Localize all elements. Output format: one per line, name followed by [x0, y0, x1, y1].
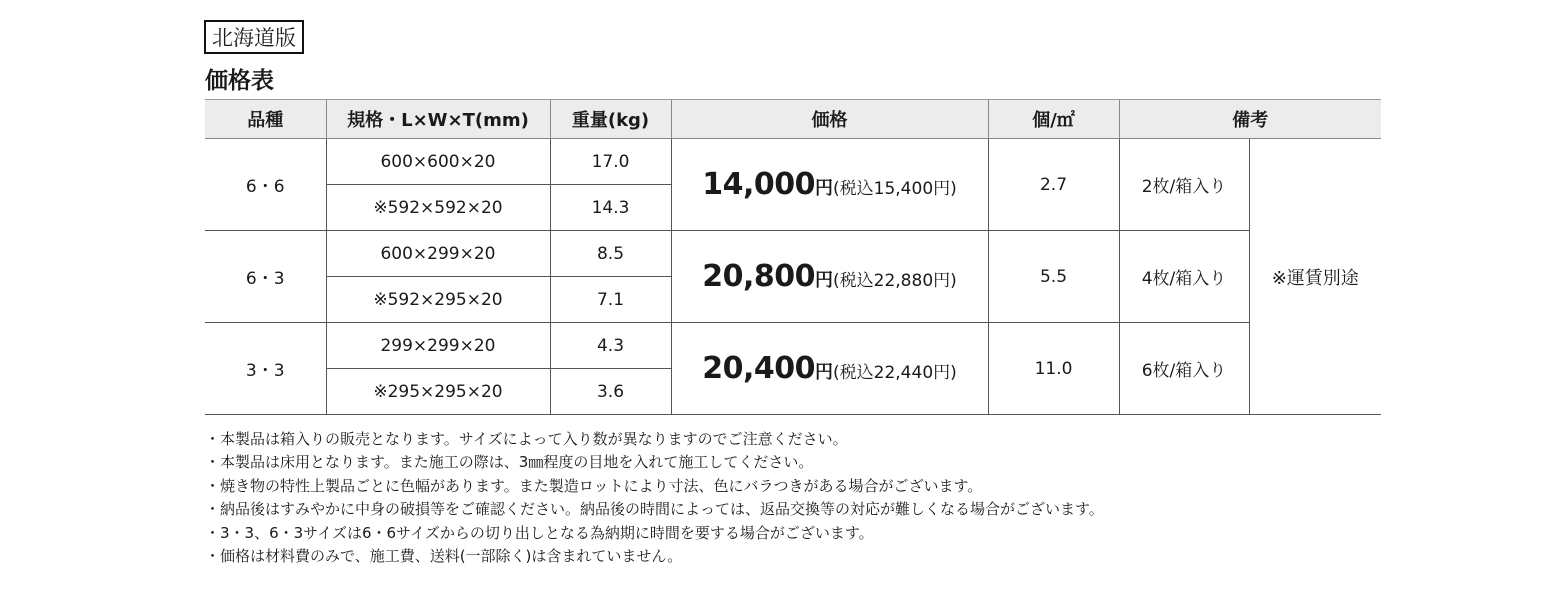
header-type: 品種 — [205, 100, 326, 139]
edition-label: 北海道版 — [204, 20, 304, 54]
weight-cell: 17.0 — [550, 139, 671, 185]
price-cell — [671, 323, 988, 415]
price-table — [205, 99, 1381, 415]
price-value: 20,400 — [702, 351, 816, 386]
type-cell: 6・6 — [205, 139, 326, 231]
note-item: ・焼き物の特性上製品ごとに色幅があります。また製造ロットにより寸法、色にバラつきがある場合がございます。 — [205, 476, 983, 495]
note-item: ・本製品は箱入りの販売となります。サイズによって入り数が異なりますのでご注意ください。 — [205, 430, 848, 448]
header-weight: 重量(kg) — [550, 100, 671, 139]
spec-cell: ※592×295×20 — [326, 277, 550, 323]
note-item: ・本製品は床用となります。また施工の際は、3㎜程度の目地を入れて施工してください。 — [205, 453, 814, 472]
weight-cell: 8.5 — [550, 231, 671, 277]
table-row — [205, 231, 1381, 277]
table-row — [205, 139, 1381, 185]
header-spec: 規格・L×W×T(mm) — [326, 100, 550, 139]
header-per-sqm: 個/㎡ — [988, 100, 1119, 139]
weight-cell: 4.3 — [550, 323, 671, 369]
price-value: 20,800 — [702, 259, 816, 294]
spec-cell: 600×600×20 — [326, 139, 550, 185]
price-cell — [671, 231, 988, 323]
spec-cell: 600×299×20 — [326, 231, 550, 277]
price-tax: (税込22,880円) — [833, 271, 957, 291]
table-row — [205, 323, 1381, 369]
spec-cell: 299×299×20 — [326, 323, 550, 369]
notes-list — [205, 428, 1104, 568]
price-tax: (税込15,400円) — [833, 179, 957, 199]
spec-cell: ※295×295×20 — [326, 369, 550, 415]
note-item: ・価格は材料費のみで、施工費、送料(一部除く)は含まれていません。 — [205, 547, 683, 566]
spec-cell: ※592×592×20 — [326, 185, 550, 231]
box-cell: 6枚/箱入り — [1119, 323, 1249, 415]
per-sqm-cell: 11.0 — [988, 323, 1119, 415]
header-remarks: 備考 — [1119, 100, 1381, 139]
note-item: ・3・3、6・3サイズは6・6サイズからの切り出しとなる為納期に時間を要する場合がございます。 — [205, 523, 874, 542]
header-price: 価格 — [671, 100, 988, 139]
section-title: 価格表 — [205, 68, 274, 94]
price-unit: 円 — [815, 270, 834, 291]
price-unit: 円 — [815, 178, 834, 199]
type-cell: 6・3 — [205, 231, 326, 323]
weight-cell: 3.6 — [550, 369, 671, 415]
weight-cell: 7.1 — [550, 277, 671, 323]
weight-cell: 14.3 — [550, 185, 671, 231]
price-cell — [671, 139, 988, 231]
type-cell: 3・3 — [205, 323, 326, 415]
price-value: 14,000 — [702, 167, 816, 202]
per-sqm-cell: 5.5 — [988, 231, 1119, 323]
price-unit: 円 — [815, 362, 834, 383]
shipping-note-cell: ※運賃別途 — [1249, 139, 1381, 415]
table-header-row — [205, 100, 1381, 139]
box-cell: 4枚/箱入り — [1119, 231, 1249, 323]
box-cell: 2枚/箱入り — [1119, 139, 1249, 231]
per-sqm-cell: 2.7 — [988, 139, 1119, 231]
price-tax: (税込22,440円) — [833, 363, 957, 383]
note-item: ・納品後はすみやかに中身の破損等をご確認ください。納品後の時間によっては、返品交換等の対応が難しくなる場合がございます。 — [205, 500, 1104, 519]
